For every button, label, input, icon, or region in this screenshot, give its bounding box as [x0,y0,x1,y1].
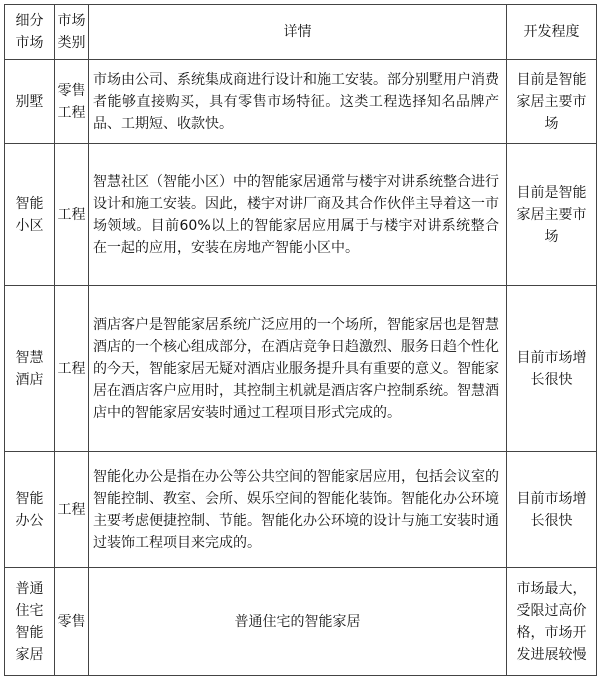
table-row [5,144,597,286]
segment-cell: 普通住宅智能家居 [5,568,55,676]
detail-cell: 智能化办公是指在办公等公共空间的智能家居应用，包括会议室的智能控制、教室、会所、娱乐空间的智能化装饰。智能化办公环境主要考虑便捷控制、节能。智能化办公环境的设计与施工安装时通过装饰工程项目来完成的。 [89,452,507,568]
progress-cell: 市场最大，受限过高价格，市场开发进展较慢 [507,568,597,676]
progress-cell: 目前市场增长很快 [507,286,597,452]
header-detail: 详情 [89,5,507,60]
segment-cell: 智能办公 [5,452,55,568]
table-row [5,452,597,568]
type-cell: 零售 [55,568,89,676]
type-cell: 工程 [55,452,89,568]
detail-cell: 智慧社区（智能小区）中的智能家居通常与楼宇对讲系统整合进行设计和施工安装。因此，楼宇对讲厂商及其合作伙伴主导着这一市场领域。目前60%以上的智能家居应用属于与楼宇对讲系统整合在一起的应用，安装在房地产智能小区中。 [89,144,507,286]
table-header-row [5,5,597,60]
smart-home-market-table [4,4,597,676]
type-cell: 工程 [55,286,89,452]
segment-cell: 智慧酒店 [5,286,55,452]
progress-cell: 目前是智能家居主要市场 [507,144,597,286]
segment-cell: 别墅 [5,60,55,144]
table-row [5,286,597,452]
progress-cell: 目前市场增长很快 [507,452,597,568]
table-row [5,60,597,144]
detail-cell: 酒店客户是智能家居系统广泛应用的一个场所，智能家居也是智慧酒店的一个核心组成部分，在酒店竞争日趋激烈、服务日趋个性化的今天，智能家居无疑对酒店业服务提升具有重要的意义。智能家居在酒店客户应用时，其控制主机就是酒店客户控制系统。智慧酒店中的智能家居安装时通过工程项目形式完成的。 [89,286,507,452]
type-cell: 工程 [55,144,89,286]
table-row [5,568,597,676]
progress-cell: 目前是智能家居主要市场 [507,60,597,144]
segment-cell: 智能小区 [5,144,55,286]
header-segment: 细分市场 [5,5,55,60]
detail-cell: 普通住宅的智能家居 [89,568,507,676]
type-cell: 零售工程 [55,60,89,144]
header-progress: 开发程度 [507,5,597,60]
header-type: 市场类别 [55,5,89,60]
detail-cell: 市场由公司、系统集成商进行设计和施工安装。部分别墅用户消费者能够直接购买，具有零售市场特征。这类工程选择知名品牌产品、工期短、收款快。 [89,60,507,144]
